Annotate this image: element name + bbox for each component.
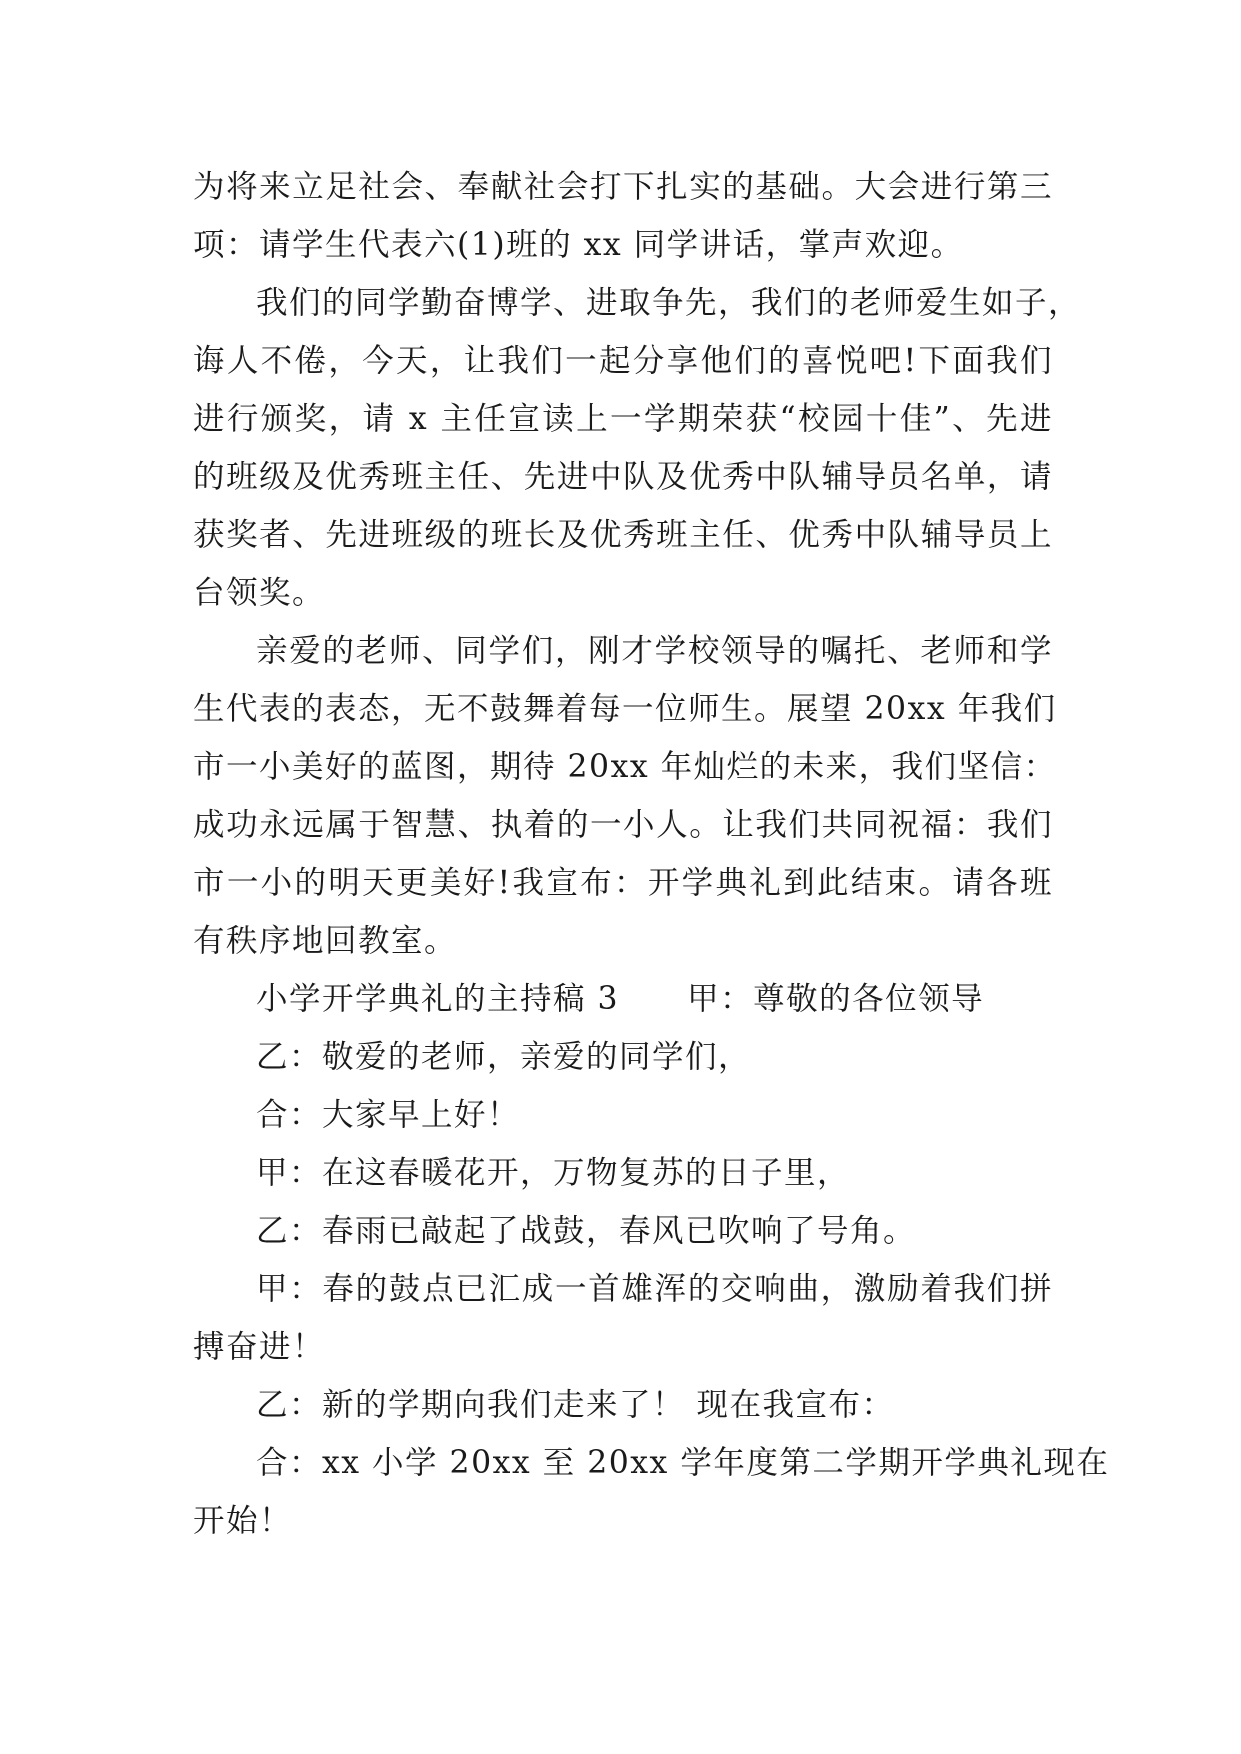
text-line: 搏奋进！ [193,1329,326,1365]
text-line: 亲爱的老师、同学们，刚才学校领导的嘱托、老师和学 [256,633,1053,669]
text-line: 乙：新的学期向我们走来了！ 现在我宣布： [256,1387,895,1423]
text-line: 甲：在这春暖花开，万物复苏的日子里， [256,1155,851,1191]
text-line: 获奖者、先进班级的班长及优秀班主任、优秀中队辅导员上 [193,517,1053,553]
paragraph-4 [193,970,1053,1028]
paragraph-5 [193,1028,1053,1086]
text-line: 为将来立足社会、奉献社会打下扎实的基础。大会进行第三 [193,169,1053,205]
text-line: 市一小的明天更美好!我宣布：开学典礼到此结束。请各班 [193,865,1053,901]
paragraph-3 [193,622,1057,970]
text-line: 乙：敬爱的老师，亲爱的同学们， [256,1039,752,1075]
paragraph-6 [193,1086,1053,1144]
text-line: 台领奖。 [193,575,326,611]
text-line [193,970,1053,1028]
text-line: 有秩序地回教室。 [193,923,458,959]
text-line: 合：大家早上好！ [256,1097,521,1133]
section-heading: 小学开学典礼的主持稿 3 [256,981,620,1017]
text-line: 诲人不倦，今天，让我们一起分享他们的喜悦吧!下面我们 [193,343,1053,379]
text-line: 开始！ [193,1503,293,1539]
paragraph-10 [193,1376,1053,1434]
text-line: 成功永远属于智慧、执着的一小人。让我们共同祝福：我们 [193,807,1053,843]
paragraph-1 [193,158,1053,274]
paragraph-11 [193,1434,1110,1550]
text-line: 进行颁奖，请 x 主任宣读上一学期荣获“校园十佳”、先进 [193,401,1053,437]
text-line: 甲：春的鼓点已汇成一首雄浑的交响曲，激励着我们拼 [256,1271,1053,1307]
text-line: 我们的同学勤奋博学、进取争先，我们的老师爱生如子， [256,285,1082,321]
text-line: 的班级及优秀班主任、先进中队及优秀中队辅导员名单，请 [193,459,1053,495]
text-line: 乙：春雨已敲起了战鼓，春风已吹响了号角。 [256,1213,917,1249]
paragraph-9 [193,1260,1053,1376]
text-line: 项：请学生代表六(1)班的 xx 同学讲话，掌声欢迎。 [193,227,964,263]
paragraph-7 [193,1144,1053,1202]
text-line: 市一小美好的蓝图，期待 20xx 年灿烂的未来，我们坚信： [193,749,1057,785]
text-line: 生代表的表态，无不鼓舞着每一位师生。展望 20xx 年我们 [193,691,1057,727]
text-line: 合：xx 小学 20xx 至 20xx 学年度第二学期开学典礼现在 [256,1445,1110,1481]
heading-followup: 甲：尊敬的各位领导 [687,981,985,1017]
document-body [193,158,1110,1550]
paragraph-8 [193,1202,1053,1260]
paragraph-2 [193,274,1082,622]
